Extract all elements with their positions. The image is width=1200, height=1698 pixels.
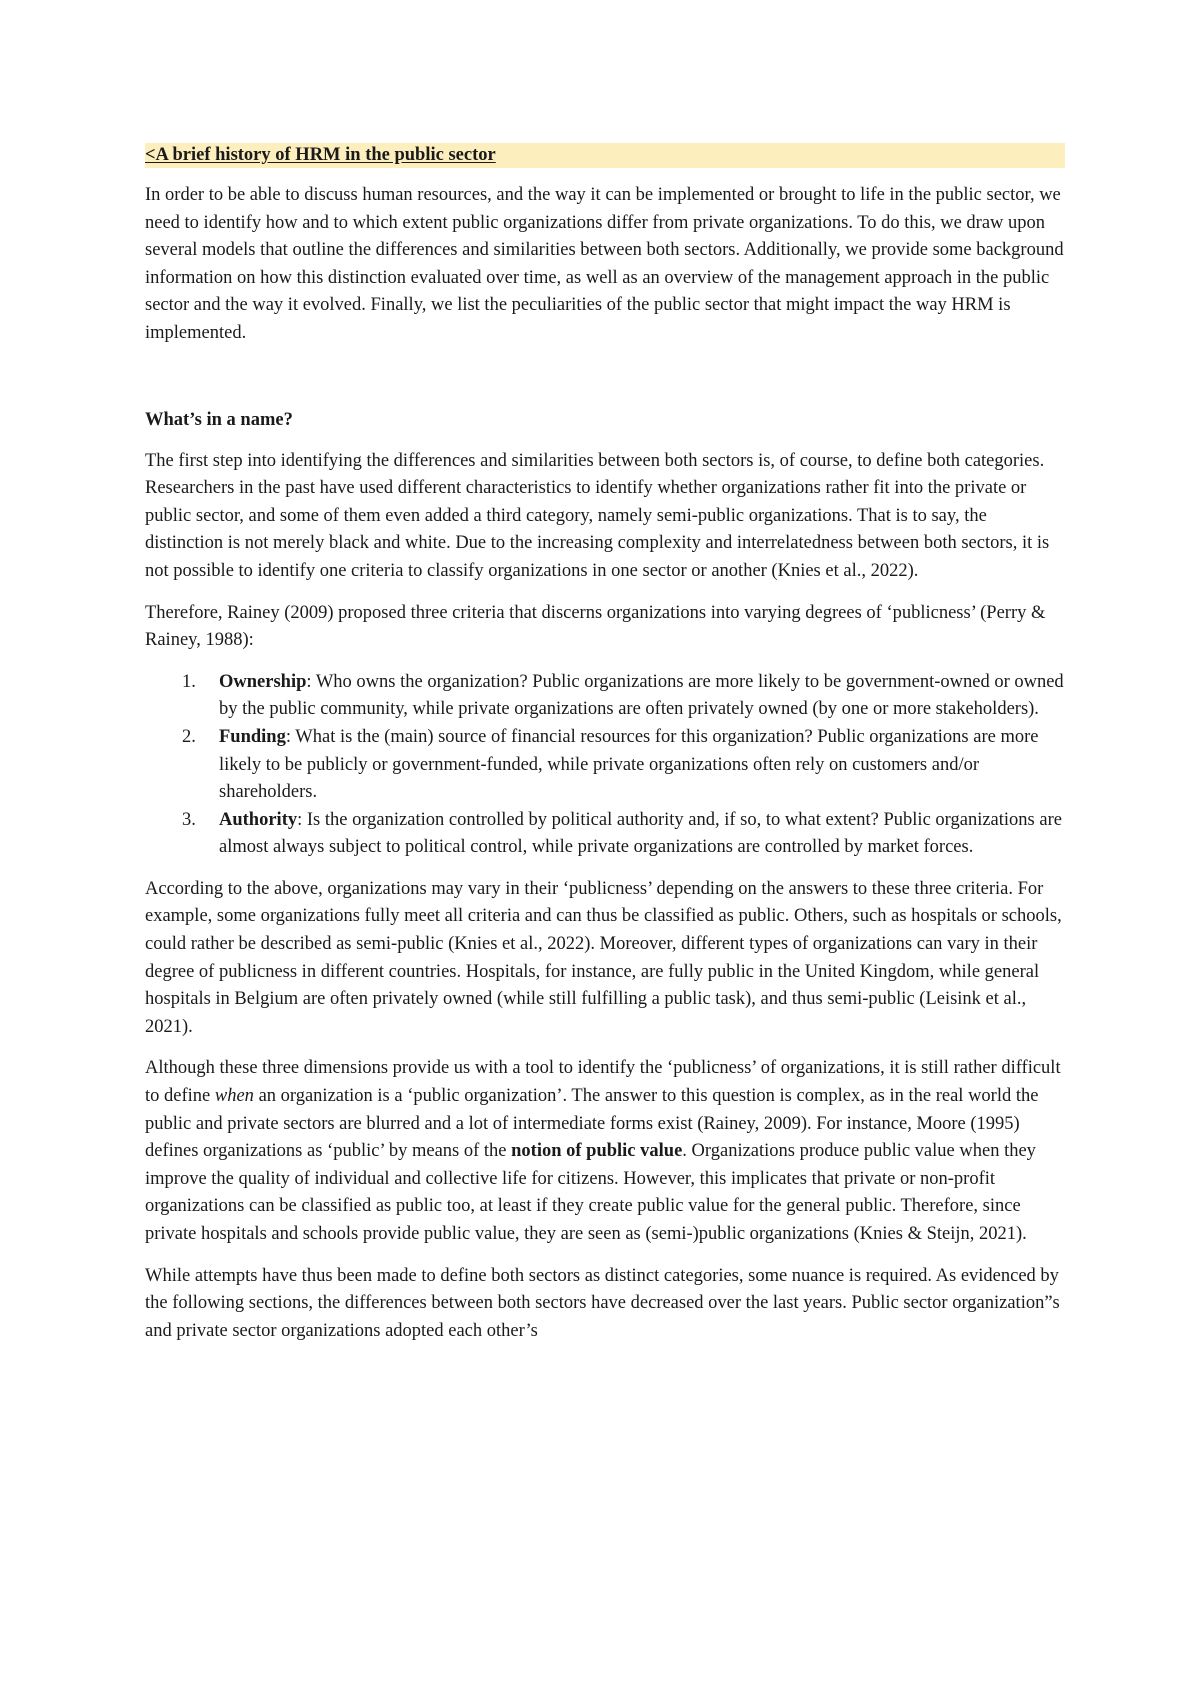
criteria-list xyxy=(145,669,1065,862)
emphasis-text: when xyxy=(214,1086,254,1107)
text-segment: Although these three dimensions provide us with a tool to identify the ‘publicness’ of organizations, it is still rather difficult to define xyxy=(145,1058,1061,1107)
document-heading: <A brief history of HRM in the public sector xyxy=(145,143,1065,168)
list-item xyxy=(182,669,1065,724)
list-text: : What is the (main) source of financial resources for this organization? Public organizations are more likely to be publicly or government-funded, while private organizations often rely on customers and/or shareholders. xyxy=(219,726,1039,803)
paragraph-public-value xyxy=(145,1055,1065,1248)
text-segment: an organization is a ‘public organization’. The answer to this question is complex, as in the real world the public and private sectors are blurred and a lot of intermediate forms exist (Rainey, 2009). For instance, Moore (1995) defines organizations as ‘public’ by means of the xyxy=(145,1086,1039,1162)
list-number: 3. xyxy=(182,809,196,830)
list-term: Ownership xyxy=(219,671,307,692)
list-text: : Is the organization controlled by political authority and, if so, to what extent? Public organizations are almost always subject to political control, while private organizations are controlled by market forces. xyxy=(219,809,1062,858)
list-item xyxy=(182,724,1065,807)
intro-paragraph: In order to be able to discuss human resources, and the way it can be implemented or brought to life in the public sector, we need to identify how and to which extent public organizations differ from private organizations. To do this, we draw upon several models that outline the differences and similarities between both sectors. Additionally, we provide some background information on how this distinction evaluated over time, as well as an overview of the management approach in the public sector and the way it evolved. Finally, we list the peculiarities of the public sector that might impact the way HRM is implemented. xyxy=(145,185,1064,343)
list-term: Funding xyxy=(219,726,286,747)
paragraph-publicness-variation: According to the above, organizations may vary in their ‘publicness’ depending on the answers to these three criteria. For example, some organizations fully meet all criteria and can thus be classified as public. Others, such as hospitals or schools, could rather be described as semi-public (Knies et al., 2022). Moreover, different types of organizations can vary in their degree of publicness in different countries. Hospitals, for instance, are fully public in the United Kingdom, while general hospitals in Belgium are often privately owned (while still fulfilling a public task), and thus semi-public (Leisink et al., 2021). xyxy=(145,878,1062,1037)
paragraph-criteria-intro: Therefore, Rainey (2009) proposed three criteria that discerns organizations into varying degrees of ‘publicness’ (Perry & Rainey, 1988): xyxy=(145,602,1046,651)
text-segment: . Organizations produce public value when they improve the quality of individual and collective life for citizens. However, this implicates that private or non-profit organizations can be classified as public too, at least if they create public value for the general public. Therefore, since private hospitals and schools provide public value, they are seen as (semi-)public organizations (Knies & Steijn, 2021). xyxy=(145,1141,1036,1244)
list-term: Authority xyxy=(219,809,298,830)
section-title: What’s in a name? xyxy=(145,409,293,430)
list-number: 2. xyxy=(182,726,196,747)
list-number: 1. xyxy=(182,671,196,692)
paragraph-definition: The first step into identifying the differences and similarities between both sectors is, of course, to define both categories. Researchers in the past have used different characteristics to identify whether organizations rather fit into the private or public sector, and some of them even added a third category, namely semi-public organizations. That is to say, the distinction is not merely black and white. Due to the increasing complexity and interrelatedness between both sectors, it is not possible to identify one criteria to classify organizations in one sector or another (Knies et al., 2022). xyxy=(145,450,1050,581)
paragraph-nuance: While attempts have thus been made to define both sectors as distinct categories, some nuance is required. As evidenced by the following sections, the differences between both sectors have decreased over the last years. Public sector organization”s and private sector organizations adopted each other’s xyxy=(145,1265,1060,1341)
strong-text: notion of public value xyxy=(511,1141,683,1162)
list-text: : Who owns the organization? Public organizations are more likely to be government-owned or owned by the public community, while private organizations are often privately owned (by one or more stakeholders). xyxy=(219,671,1064,720)
list-item xyxy=(182,807,1065,862)
